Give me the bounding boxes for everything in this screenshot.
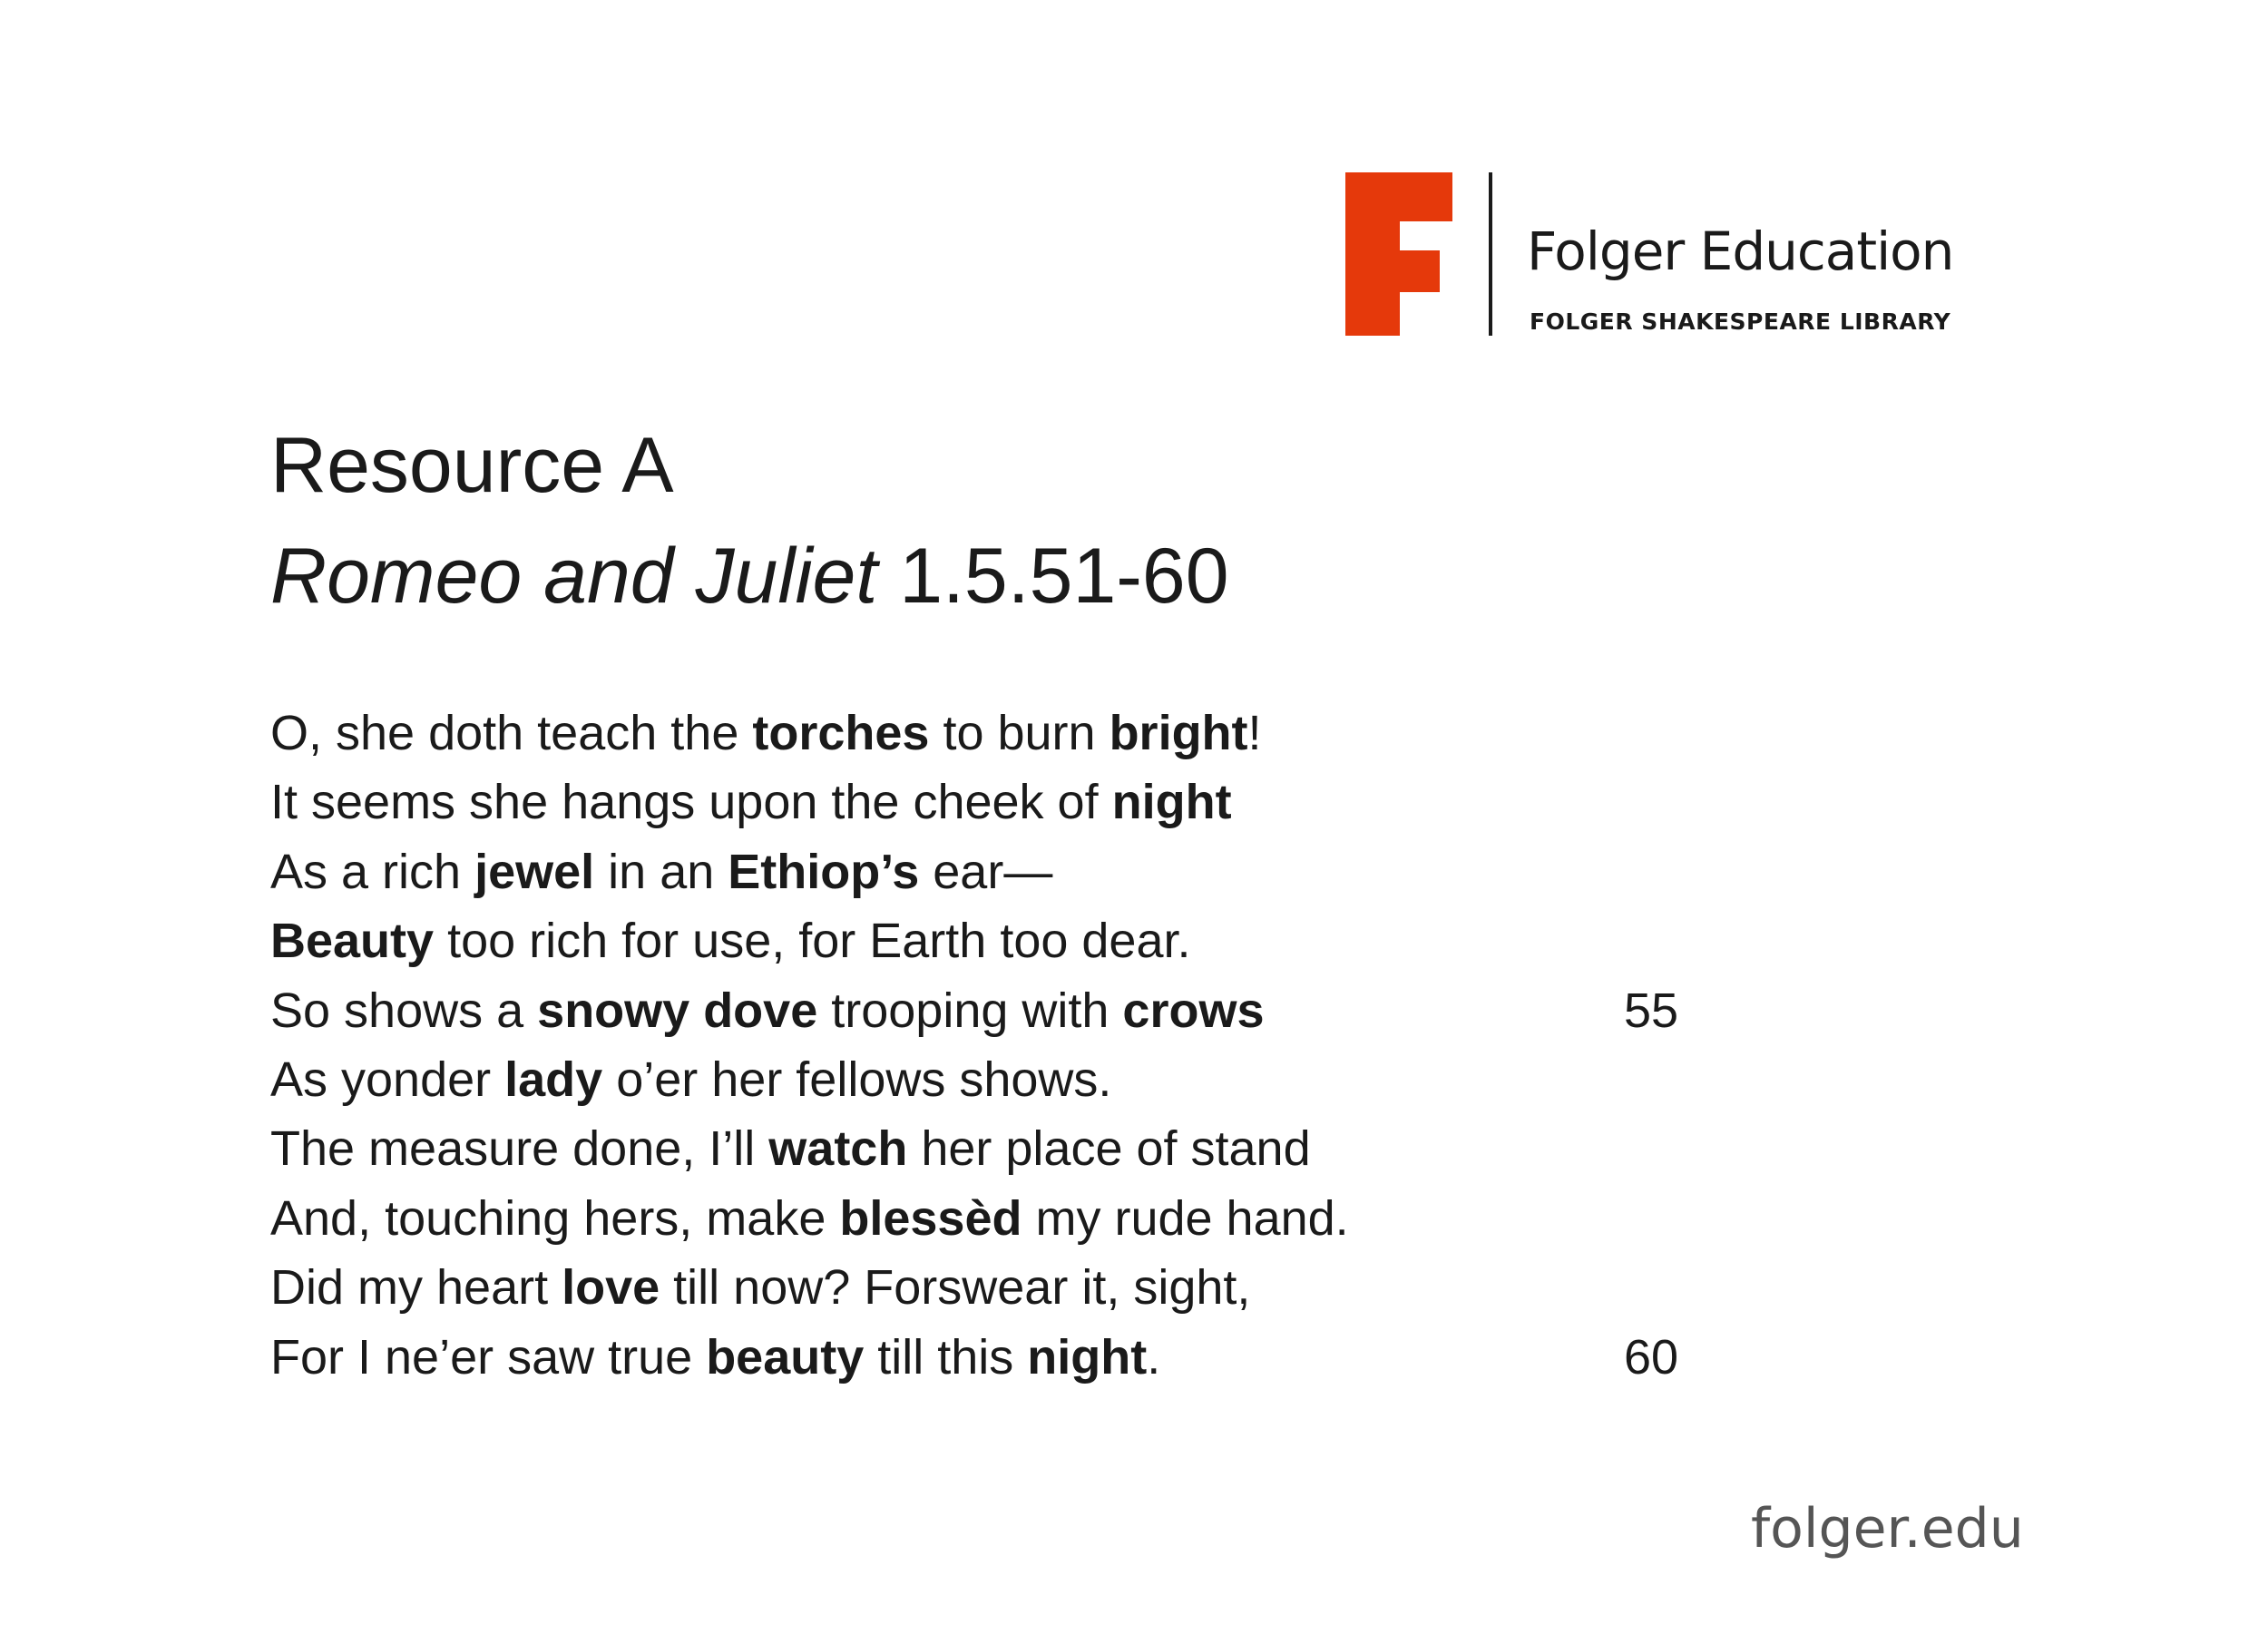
emphasized-word: blessèd xyxy=(839,1190,1022,1246)
line-number: 55 xyxy=(1624,983,1679,1038)
poem-text: The measure done, I’ll xyxy=(270,1121,769,1177)
line-number: 60 xyxy=(1624,1329,1679,1384)
citation: 1.5.51-60 xyxy=(899,533,1229,620)
emphasized-word: beauty xyxy=(706,1329,865,1384)
poem-text: Did my heart xyxy=(270,1260,562,1316)
folger-education-logo xyxy=(1345,172,2035,336)
poem-line xyxy=(270,1120,1740,1189)
poem-line xyxy=(270,982,1740,1051)
poem-text: o’er her fellows shows. xyxy=(602,1052,1112,1107)
emphasized-word: jewel xyxy=(474,844,595,899)
brand-title: Folger Education xyxy=(1527,220,1954,282)
emphasized-word: Ethiop’s xyxy=(728,844,920,899)
poem-text: For I ne’er saw true xyxy=(270,1329,707,1384)
poem-text: till now? Forswear it, sight, xyxy=(660,1260,1251,1316)
poem-text: to burn xyxy=(929,706,1110,760)
poem-text: till this xyxy=(864,1329,1028,1384)
resource-heading: Resource A xyxy=(270,422,674,509)
poem-line xyxy=(270,912,1740,981)
play-title: Romeo and Juliet xyxy=(270,533,878,620)
poem-line xyxy=(270,1051,1740,1120)
emphasized-word: snowy dove xyxy=(537,983,818,1038)
poem-line xyxy=(270,843,1740,912)
emphasized-word: lady xyxy=(504,1052,603,1107)
brand-subtitle: FOLGER SHAKESPEARE LIBRARY xyxy=(1530,308,1951,335)
poem-text: And, touching hers, make xyxy=(270,1190,840,1246)
folger-f-logo-icon xyxy=(1345,172,1452,336)
poem-line xyxy=(270,704,1740,773)
emphasized-word: torches xyxy=(752,706,930,760)
poem-line xyxy=(270,1258,1740,1327)
logo-divider xyxy=(1489,172,1492,336)
poem-text: It seems she hangs upon the cheek of xyxy=(270,775,1112,830)
emphasized-word: love xyxy=(562,1260,660,1316)
poem-line xyxy=(270,1328,1740,1397)
poem-text: trooping with xyxy=(817,983,1123,1038)
play-citation-heading xyxy=(270,533,1229,620)
emphasized-word: night xyxy=(1111,775,1232,830)
emphasized-word: Beauty xyxy=(270,914,435,969)
poem-text: in an xyxy=(594,844,728,899)
poem-text: As yonder xyxy=(270,1052,505,1107)
poem-text: So shows a xyxy=(270,983,538,1038)
poem-text: ! xyxy=(1247,706,1262,760)
poem-text: my rude hand. xyxy=(1022,1190,1349,1246)
emphasized-word: crows xyxy=(1122,983,1265,1038)
poem-text: . xyxy=(1147,1329,1161,1384)
poem-excerpt xyxy=(270,704,1740,1397)
emphasized-word: bright xyxy=(1109,706,1248,760)
poem-text: ear— xyxy=(919,844,1053,899)
poem-line xyxy=(270,1189,1740,1258)
emphasized-word: night xyxy=(1027,1329,1148,1384)
emphasized-word: watch xyxy=(768,1121,908,1177)
poem-text: too rich for use, for Earth too dear. xyxy=(434,914,1191,969)
poem-text: O, she doth teach the xyxy=(270,706,753,760)
footer-url: folger.edu xyxy=(1751,1497,2024,1561)
poem-line xyxy=(270,773,1740,842)
poem-text: As a rich xyxy=(270,844,475,899)
poem-text: her place of stand xyxy=(907,1121,1311,1177)
